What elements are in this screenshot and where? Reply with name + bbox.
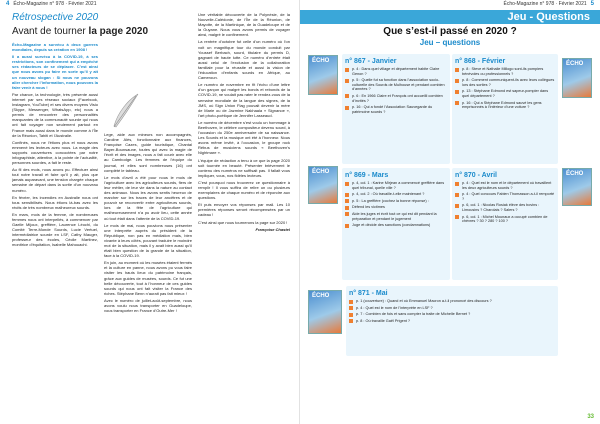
question-text: p. 4 : Dans quel village et département habite Claire Genon ? bbox=[352, 67, 440, 76]
article-paragraph: L’équipe de rédaction a tenu à ce que la page 2020 soit tournée en beauté. Présenter brièvement le contenu des numéros ne suffisait pas. Il fallait vous impliquer, vous, nos fidèles lecteurs. bbox=[198, 157, 290, 178]
question-text: Défend les victimes bbox=[352, 205, 385, 210]
article-paragraph: Il a aussi survécu à la COVID-19, à ses restrictions, son confinement qui a empêché ses rédacteurs de se déplacer. C’est ainsi que nous avons pu faire en sorte qu’il y ait un nouveau slogan : Si nous ne pouvons aller chercher l’information, nous pouvons la faire venir à nous ! bbox=[12, 54, 98, 90]
question-item bbox=[345, 205, 447, 210]
cover-label: ÉCHO bbox=[312, 169, 330, 175]
headline-bold: la page 2020 bbox=[88, 26, 149, 37]
cover-label: ÉCHO bbox=[312, 58, 330, 64]
answer-checkbox[interactable] bbox=[345, 199, 349, 203]
article-paragraph: Confinés, nous ne l’étions plus et nous avons emmené les lecteurs avec nous. La magie des supports couvertures concoctées par notre infographiste, attentive, à la pointe de l’actualité, personnes sourdes, a fait le reste. bbox=[12, 139, 98, 166]
right-header-strip bbox=[300, 0, 600, 8]
left-magazine-line: Écho-Magazine n° 978 · Février 2021 bbox=[13, 1, 97, 7]
question-text: Juge et décide des sanctions (condamnations) bbox=[352, 223, 431, 228]
question-item bbox=[345, 78, 447, 92]
answer-checkbox[interactable] bbox=[345, 206, 349, 210]
article-paragraph: Par chance, la technologie, très présente aussi internet par ses réseaux sociaux (Facebook, Instagram, YouTube) et ses divers moyens Visio (Skype, Messenger, WhatsApp, etc) nous a permis de rencontrer des personnalités marquantes de la communauté sourde qui nous ont fait voyager non seulement partout en France mais aussi dans le monde comme à l’Île de la Réunion, Tahiti et l’Australie. bbox=[12, 91, 98, 138]
issue-title: n° 871 - Mai bbox=[349, 290, 388, 297]
question-item bbox=[349, 299, 555, 304]
answer-checkbox[interactable] bbox=[455, 68, 459, 72]
question-item bbox=[455, 101, 555, 110]
answer-checkbox[interactable] bbox=[455, 182, 459, 186]
issue-title: n° 869 - Mars bbox=[345, 172, 389, 179]
question-text: p. 6, col. 1 : Nicolas Rosiak élève des bovins : Limousins ? Charolais ? Salers ? bbox=[462, 203, 540, 212]
magazine-cover-870 bbox=[562, 168, 592, 206]
answer-checkbox[interactable] bbox=[345, 182, 349, 186]
cover-label: ÉCHO bbox=[566, 61, 584, 67]
magazine-cover-871 bbox=[308, 290, 342, 334]
question-item bbox=[345, 181, 447, 190]
ink-feather-illustration bbox=[110, 92, 140, 130]
answer-checkbox[interactable] bbox=[455, 204, 459, 208]
question-text: p. 7 : Combien de fois et sans compter la traite de Michelle Bernet ? bbox=[356, 312, 471, 317]
question-item bbox=[349, 319, 555, 324]
question-item bbox=[455, 181, 555, 190]
right-footer-number: 33 bbox=[587, 414, 594, 420]
quiz-title: Que s’est-il passé en 2020 ? bbox=[383, 26, 517, 37]
article-paragraph: C’est pourquoi nous trouverez ce questionnaire à remplir ! Il vous suffira de relire un ou plusieurs exemplaires de chaque numéro et de répondre aux questions. bbox=[198, 179, 290, 201]
question-text: p. 4 : Quel est le nom de l’interprète en LSF ? bbox=[356, 305, 433, 310]
question-item bbox=[349, 306, 555, 311]
article-paragraph: Écho-Magazine a survécu à deux guerres mondiales, depuis sa création en 1908 ! bbox=[12, 42, 98, 53]
question-text: p. 4, col. 2 : Où travaille-t-elle maintenant ? bbox=[352, 192, 425, 197]
answer-checkbox[interactable] bbox=[345, 193, 349, 197]
article-column-3 bbox=[198, 12, 290, 417]
article-paragraph: En mars, mois de la femme, de nombreuses femmes nous ont interpellés, à commencer par Gaelle Mijoux, greffière, Laurence Léochi, du Comité Terre-Monde Sourds, Lucie Vertuel, intermédiatrice sourde en LSF, Cathy Mauger, professeur des écoles, Cécile Martinez, monitrice d’équitation, Isabelle Mahouachi. bbox=[12, 211, 98, 248]
right-magazine-line: Écho-Magazine n° 978 · Février 2021 bbox=[503, 1, 587, 7]
magazine-cover-868 bbox=[562, 58, 592, 98]
question-item bbox=[455, 89, 555, 98]
article-paragraph: C’est ainsi que nous tournerons la page sur 2020 ! bbox=[198, 219, 288, 225]
question-text: p. 16 : Qui a Stéphane Edmond sauvé les gens emprisonnés à l’intérieur d’une voiture ? bbox=[462, 100, 542, 110]
issue-panel-870 bbox=[452, 168, 558, 280]
question-text: p. 1 (couverture) : Quand et où Emmanuel Macron a-t-il prononcé des discours ? bbox=[356, 299, 492, 303]
article-paragraph: Françoise Chastel bbox=[255, 226, 290, 232]
article-paragraph: Avec le numéro de juillet-août-septembre, nous avons voulu nous transporter en Guadeloupe, vous transporter en France d’Outre-Mer ! bbox=[104, 297, 192, 314]
question-text: p. 4, col. 1 : Karine Mirjean a commencé greffière dans quel tribunal, quelle ville ? bbox=[352, 181, 445, 190]
question-text: p. 8 : Comment communiquent-ils avec leurs collègues lors des sorties ? bbox=[462, 78, 555, 87]
question-text: p. 4 : Quel est le nom et le département où travaillent les deux agriculteurs sourds ? bbox=[462, 181, 552, 190]
answer-checkbox[interactable] bbox=[345, 68, 349, 72]
magazine-cover-869 bbox=[308, 166, 338, 204]
article-column-1 bbox=[12, 42, 98, 417]
answer-checkbox[interactable] bbox=[349, 300, 353, 304]
article-headline bbox=[12, 26, 148, 37]
article-column-2 bbox=[104, 132, 192, 417]
answer-checkbox[interactable] bbox=[455, 90, 459, 94]
question-item bbox=[349, 312, 555, 317]
question-text: p. 5 : Quelle fut sa fonction dans l’association socio-culturelle des Sourds de Mulhouse et pendant combien d’années ? bbox=[352, 78, 445, 92]
question-item bbox=[345, 67, 447, 76]
question-text: p. 8 : Steve et Nathalie Millogo sont-ils pompiers bénévoles ou professionnels ? bbox=[462, 67, 544, 76]
issue-title: n° 870 - Avril bbox=[455, 172, 497, 179]
question-text: p. 8 : Où travaille Gaël Prigent ? bbox=[356, 318, 411, 323]
answer-checkbox[interactable] bbox=[455, 215, 459, 219]
article-paragraph: Une véritable découverte de la Polynésie, de la Nouvelle-Calédonie, de l’Île de la Réunion, de Mayotte, de la Martinique, de la Guadeloupe et de la Guyane. Nous vous avons permis de voyager ainsi, malgré le confinement. bbox=[198, 12, 290, 38]
question-text: p. 6 : En 1966 Claire et François ont accueilli combien d’invités ? bbox=[352, 93, 443, 103]
right-page bbox=[300, 0, 600, 424]
section-band bbox=[300, 10, 600, 24]
question-item bbox=[455, 192, 555, 201]
answer-checkbox[interactable] bbox=[455, 79, 459, 83]
question-text: p. 4 : Quel concours Fabien Thomasson a-t-il remporté ? bbox=[462, 192, 555, 201]
answer-checkbox[interactable] bbox=[345, 94, 349, 98]
question-text: p. 6, col. 1 : Michel Mounaux a occupé combien de chèvres ? 30 ? 280 ? 100 ? bbox=[462, 214, 548, 224]
question-text: p. 16 : Qui a fondé l’Association Sauvegarde du patrimoine sourds ? bbox=[352, 105, 433, 114]
issue-title: n° 867 - Janvier bbox=[345, 58, 397, 65]
answer-checkbox[interactable] bbox=[455, 193, 459, 197]
article-paragraph: Lege, aide aux mineurs non accompagnés, Caroline Alès, fonctionnaire aux finances, Françoise Cazes, guide touristique, Chantal Bayer-Bounsaune, toutes qui avec la magie de l’écrit et des images, nous a fait courir avec elle au Cambodge. Les femmes de l’équipe du journal, et elles sont nombreuses (16) ont complété le tableau. bbox=[104, 132, 192, 173]
article-paragraph: Le numéro de décembre s’est voulu un hommage à Beethoven, le célèbre compositeur devenu sourd, à l’occasion du 250e anniversaire de sa naissance. Les Sourds et la musique ont été à l’honneur. Nous avons même invité, à l’occasion, le groupe rock Rébus de musiciens sourds « Beethoven’s Nightmare ». bbox=[198, 119, 290, 156]
question-text: p. 5 : La greffière (cochez la bonne réponse) : bbox=[352, 198, 429, 203]
article-paragraph: Le numéro de novembre en fit l’écho d’une lettre d’un garçon qui malgré les bonds et rebonds de la COVID-19, ne voulait pas rater le rendez-vous de la semaine mondiale de la langue des signes, de la JMS, où Sign Union Flag pouvait devenir la mère de Marie ou de Jazmine Nakhaala « Signanoe », l’art photo-poétique de Jennifer Lasseaud. bbox=[198, 82, 290, 118]
issue-panel-871 bbox=[346, 286, 558, 356]
question-item bbox=[455, 215, 555, 224]
section-band-title: Jeu - Questions bbox=[507, 11, 590, 23]
question-text: Aide les juges et écrit tout ce qui est dit pendant la préparation et pendant le jugement bbox=[352, 211, 437, 221]
answer-checkbox[interactable] bbox=[349, 313, 353, 317]
answer-checkbox[interactable] bbox=[345, 212, 349, 216]
issue-panel-869 bbox=[342, 168, 450, 280]
answer-checkbox[interactable] bbox=[455, 101, 459, 105]
quiz-subtitle: Jeu – questions bbox=[419, 38, 481, 47]
question-item bbox=[345, 105, 447, 114]
question-item bbox=[345, 94, 447, 103]
answer-checkbox[interactable] bbox=[345, 79, 349, 83]
article-paragraph: La rentrée d’octobre fut celle d’un numéro où l’on voit un magnifique tour du monde conduit par Youssef Berbach, sourd, titulaire du permis D, gagnant de haute lutte. Ce numéro d’entrée était aussi celui de l’exclusion de la collaboration familiale pour la réussite et aussi la vision de l’éducation d’enfants sourds en Afrique, au Cameroun. bbox=[198, 39, 290, 81]
question-item bbox=[455, 67, 555, 76]
cover-label: ÉCHO bbox=[566, 171, 584, 177]
article-paragraph: En février, les incendies en Australie nous ont tous sensibilisés. Nous étions là-bas avec les récits de très nombreux malheureux sourds. bbox=[12, 194, 98, 210]
article-paragraph: Au fil des mois, nous avons pu. Effectuer ainsi tout notre travail et faire qu’il y ait, plus que jamais auparavant, une tension chargée chaque semaine de départ dans la sortie d’un nouveau numéro. bbox=[12, 167, 98, 193]
question-item bbox=[345, 199, 447, 204]
question-text: p. 13 : Stéphane Edmond est sapeur-pompier dans quel département ? bbox=[462, 89, 549, 98]
question-item bbox=[345, 223, 447, 228]
answer-checkbox[interactable] bbox=[345, 224, 349, 228]
question-item bbox=[455, 78, 555, 87]
question-item bbox=[345, 192, 447, 197]
article-paragraph: En juin, au moment où les musées étaient fermés et la culture en panne, nous avons pu vous faire visiter les hauts lieux du patrimoine français, grâce aux guides de musées, sourds. Ce fut une belle découverte, tout à l’honneur de ces guides sourds qui nous ont fait visiter la France des riches. Stéphane Benn n’aurait pas fait mieux ! bbox=[104, 260, 192, 296]
issue-panel-867 bbox=[342, 54, 450, 164]
left-header-strip bbox=[0, 0, 299, 8]
question-item bbox=[345, 212, 447, 221]
article-paragraph: Le mois d’avril a été pour nous le mois de l’agriculture avec les agriculteurs sourds, fiers de leur métier, de leur vie dans la nature au contact des animaux. Nous les avons sentis heureux de marcher sur les traces de leur ancêtres et de pouvoir se reconvertir entre agriculteurs sourds, lors de la fête de l’agriculture qui malheureusement n’a pu avoir lieu, cette année où tout était dans l’attente de la COVID-19. bbox=[104, 174, 192, 221]
issue-title: n° 868 - Février bbox=[455, 58, 506, 65]
magazine-cover-867 bbox=[308, 55, 338, 95]
cover-label: ÉCHO bbox=[312, 293, 330, 299]
answer-checkbox[interactable] bbox=[349, 306, 353, 310]
left-page-number: 4 bbox=[6, 1, 10, 7]
article-paragraph: Le mois de mai, nous pouvions nous présenter une interprète auprès du président de la République, non pas en médiation mais, bien vivante à leurs côtés, pouvant traduire le moindre mot de la situation, mais il y avait bien aussi qu’il était bien question de la grande de la situation, face à la COVID-19. bbox=[104, 222, 192, 259]
section-kicker: Rétrospective 2020 bbox=[12, 12, 99, 23]
right-page-number: 5 bbox=[590, 1, 594, 7]
headline-prefix: Avant de tourner bbox=[12, 26, 89, 37]
issue-panel-868 bbox=[452, 54, 558, 164]
answer-checkbox[interactable] bbox=[349, 319, 353, 323]
article-paragraph: Et puis envoyer vos réponses par mail. Les 10 premières réponses seront récompensées par un cadeau ! bbox=[198, 202, 290, 218]
answer-checkbox[interactable] bbox=[345, 106, 349, 110]
question-item bbox=[455, 203, 555, 212]
